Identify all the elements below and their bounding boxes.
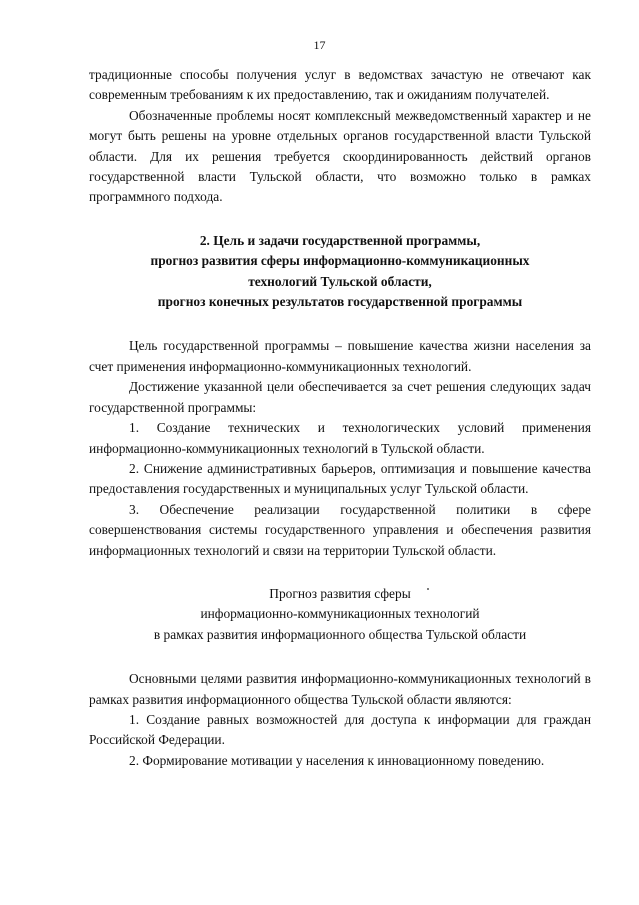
task-item-1: 1. Создание технических и технологических условий применения информационно-коммуникационных технологий в Тульской области. <box>89 420 591 456</box>
intro-paragraph-continuation: традиционные способы получения услуг в ведомствах зачастую не отвечают как современным требованиям к их предоставлению, так и ожиданиям получателей. <box>89 67 591 103</box>
scan-speck <box>427 588 429 590</box>
forecast-heading-line: Прогноз развития сферы <box>269 585 411 601</box>
page-content <box>89 65 591 771</box>
forecast-item-2: 2. Формирование мотивации у населения к инновационному поведению. <box>129 752 545 768</box>
section-2-heading-line: прогноз конечных результатов государственной программы <box>157 294 523 310</box>
intro-paragraph-problems: Обозначенные проблемы носят комплексный межведомственный характер и не могут быть решены на уровне отдельных органов государственной власти Тульской области. Для их решения требуется скоординированность действий органов государственной власти Тульской области, что возможно только в рамках программного подхода. <box>89 107 591 205</box>
goal-paragraph: Цель государственной программы – повышение качества жизни населения за счет применения информационно-коммуникационных технологий. <box>89 338 591 374</box>
forecast-goals-paragraph: Основными целями развития информационно-коммуникационных технологий в рамках развития информационного общества Тульской области являются: <box>89 671 591 707</box>
forecast-heading-line: информационно-коммуникационных технологий <box>200 606 480 622</box>
tasks-intro-paragraph: Достижение указанной цели обеспечивается за счет решения следующих задач государственной программы: <box>89 379 591 415</box>
forecast-heading-line: в рамках развития информационного общества Тульской области <box>153 626 527 642</box>
forecast-heading <box>89 584 591 645</box>
section-2-heading <box>89 231 591 313</box>
section-2-heading-line: 2. Цель и задачи государственной программы, <box>199 232 481 248</box>
section-2-heading-line: прогноз развития сферы информационно-коммуникационных <box>150 253 530 269</box>
forecast-item-1: 1. Создание равных возможностей для доступа к информации для граждан Российской Федерации. <box>89 711 591 748</box>
task-item-2: 2. Снижение административных барьеров, оптимизация и повышение качества предоставления государственных и муниципальных услуг Тульской области. <box>89 460 591 497</box>
task-item-3: 3. Обеспечение реализации государственной политики в сфере совершенствования системы государственного управления и обеспечения развития информационных технологий и связи на территории Тульской области. <box>89 501 591 558</box>
section-2-heading-line: технологий Тульской области, <box>248 273 432 289</box>
page-number: 17 <box>313 38 326 52</box>
